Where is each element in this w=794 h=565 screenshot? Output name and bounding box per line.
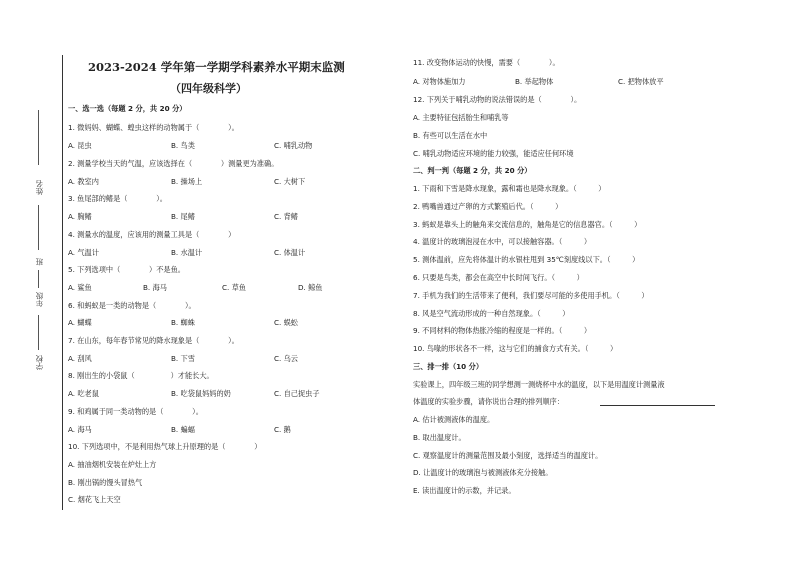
judge-item: 8. 风是空气流动形成的一种自然现象。（ ） bbox=[413, 309, 570, 318]
binding-strip bbox=[0, 0, 64, 565]
question-stem: 10. 下列选项中，不是利用热气球上升原理的是（ ） bbox=[68, 442, 262, 451]
step-item: B. 取出温度计。 bbox=[413, 433, 466, 442]
option: B. 尾鳍 bbox=[171, 212, 195, 221]
judge-item: 9. 不同材料的物体热胀冷缩的程度是一样的。（ ） bbox=[413, 326, 592, 335]
option: B. 吃袋鼠妈妈的奶 bbox=[171, 389, 231, 398]
question-stem: 7. 在山东，每年春节常见的降水现象是（ ）。 bbox=[68, 336, 239, 345]
option: C. 蜈蚣 bbox=[274, 318, 298, 327]
option: C. 鹅 bbox=[274, 425, 291, 434]
option: C. 自己捉虫子 bbox=[274, 389, 320, 398]
option: C. 把物体放平 bbox=[618, 77, 664, 86]
option: A. 昆虫 bbox=[68, 141, 92, 150]
option: C. 哺乳动物适应环境的能力较强，能适应任何环境 bbox=[413, 149, 574, 158]
option: B. 海马 bbox=[143, 283, 167, 292]
option: C. 乌云 bbox=[274, 354, 298, 363]
option: B. 有些可以生活在水中 bbox=[413, 131, 488, 140]
judge-item: 1. 下雨和下雪是降水现象，露和霜也是降水现象。（ ） bbox=[413, 184, 606, 193]
step-item: C. 观察温度计的测量范围及最小刻度，选择适当的温度计。 bbox=[413, 451, 603, 460]
option: C. 哺乳动物 bbox=[274, 141, 313, 150]
option: C. 体温计 bbox=[274, 248, 306, 257]
option: A. 刮风 bbox=[68, 354, 92, 363]
judge-item: 4. 温度计的玻璃泡浸在水中，可以接触容器。（ ） bbox=[413, 237, 592, 246]
question-stem: 11. 改变物体运动的快慢，需要（ ）。 bbox=[413, 58, 560, 67]
step-item: D. 让温度计的玻璃泡与被测液体充分接触。 bbox=[413, 468, 553, 477]
option: A. 对物体施加力 bbox=[413, 77, 466, 86]
question-stem: 1. 微妈妈、蝴蝶、蝗虫这样的动物属于（ ）。 bbox=[68, 123, 239, 132]
option: B. 举起物体 bbox=[515, 77, 554, 86]
step-item: A. 估计被测液体的温度。 bbox=[413, 415, 495, 424]
binding-label-class: 班 bbox=[35, 258, 44, 266]
name-fill-line bbox=[38, 110, 39, 165]
binding-line bbox=[62, 55, 63, 510]
question-stem: 8. 刚出生的小袋鼠（ ）才能长大。 bbox=[68, 371, 214, 380]
section2-heading: 二、判一判（每题 2 分，共 20 分） bbox=[413, 166, 532, 175]
option: A. 蝴蝶 bbox=[68, 318, 92, 327]
option: B. 下雪 bbox=[171, 354, 195, 363]
binding-label-school: 学校 bbox=[35, 355, 44, 370]
question-stem: 5. 下列选项中（ ）不是鱼。 bbox=[68, 265, 185, 274]
option: C. 大树下 bbox=[274, 177, 306, 186]
option: A. 抽油烟机安装在炉灶上方 bbox=[68, 460, 157, 469]
judge-item: 6. 只要是鸟类，都会在高空中长时间飞行。（ ） bbox=[413, 273, 584, 282]
option: B. 操场上 bbox=[171, 177, 203, 186]
option: A. 海马 bbox=[68, 425, 92, 434]
option: A. 鲨鱼 bbox=[68, 283, 92, 292]
option: A. 气温计 bbox=[68, 248, 99, 257]
question-stem: 2. 测量学校当天的气温，应该选择在（ ）测量更为准确。 bbox=[68, 159, 279, 168]
option: A. 吃老鼠 bbox=[68, 389, 99, 398]
question-stem: 4. 测量水的温度，应该用的测量工具是（ ） bbox=[68, 230, 236, 239]
option: A. 主要特征包括胎生和哺乳等 bbox=[413, 113, 509, 122]
option: A. 胸鳍 bbox=[68, 212, 92, 221]
option: C. 草鱼 bbox=[222, 283, 246, 292]
section1-heading: 一、选一选（每题 2 分，共 20 分） bbox=[68, 104, 187, 113]
question-stem: 6. 和蚂蚁是一类的动物是（ ）。 bbox=[68, 301, 196, 310]
step-item: E. 读出温度计的示数，并记录。 bbox=[413, 486, 516, 495]
option: C. 背鳍 bbox=[274, 212, 298, 221]
class-fill-line bbox=[38, 205, 39, 250]
school-fill-line bbox=[38, 315, 39, 350]
option: B. 刚出锅的馒头冒热气 bbox=[68, 478, 143, 487]
exam-subtitle: （四年级科学） bbox=[170, 82, 247, 95]
question-stem: 12. 下列关于哺乳动物的说法错误的是（ ）。 bbox=[413, 95, 582, 104]
judge-item: 7. 手机为我们的生活带来了便利，我们要尽可能的多使用手机。（ ） bbox=[413, 291, 649, 300]
option: B. 蝙蝠 bbox=[171, 425, 195, 434]
binding-label-grade: 年级 bbox=[35, 292, 44, 307]
option: D. 鲸鱼 bbox=[298, 283, 323, 292]
section3-intro-2: 体温度的实验步骤，请你说出合理的排列顺序： bbox=[413, 397, 564, 406]
judge-item: 5. 测体温前，应先将体温计的水银柱甩到 35℃刻度线以下。（ ） bbox=[413, 255, 640, 264]
binding-label-name: 姓名 bbox=[35, 180, 44, 195]
option: B. 鸟类 bbox=[171, 141, 195, 150]
option: A. 教室内 bbox=[68, 177, 99, 186]
answer-blank[interactable] bbox=[600, 405, 715, 406]
question-stem: 3. 鱼尾部的鳍是（ ）。 bbox=[68, 194, 167, 203]
judge-item: 2. 鸭嘴兽通过产卵的方式繁殖后代。（ ） bbox=[413, 202, 563, 211]
section3-heading: 三、排一排（10 分） bbox=[413, 362, 484, 371]
option: B. 水温计 bbox=[171, 248, 203, 257]
question-stem: 9. 和鸡属于同一类动物的是（ ）。 bbox=[68, 407, 203, 416]
exam-title: 2023-2024 学年第一学期学科素养水平期末监测 bbox=[88, 60, 345, 74]
option: B. 蜘蛛 bbox=[171, 318, 195, 327]
section3-intro: 实验课上，四年级三班的同学想测一测烧杯中水的温度，以下是用温度计测量液 bbox=[413, 380, 665, 389]
judge-item: 10. 鸟喙的形状各不一样，这与它们的捕食方式有关。（ ） bbox=[413, 344, 618, 353]
judge-item: 3. 蚂蚁是靠头上的触角来交流信息的，触角是它的信息器官。（ ） bbox=[413, 220, 642, 229]
grade-fill-line bbox=[38, 270, 39, 288]
option: C. 烟花飞上天空 bbox=[68, 495, 121, 504]
